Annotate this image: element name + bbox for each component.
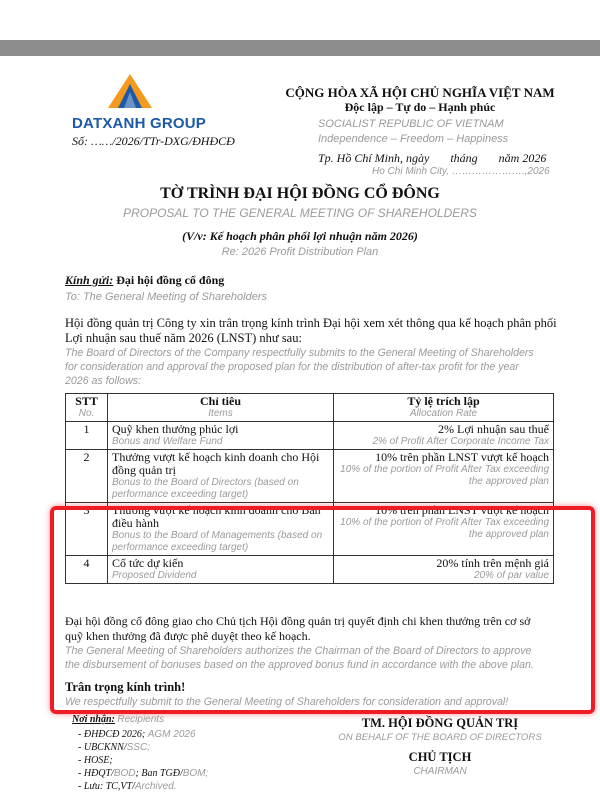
addressee-vi — [65, 273, 224, 288]
row-rate: 2% Lợi nhuận sau thuế 2% of Profit After Corporate Income Tax — [334, 422, 554, 450]
row-rate: 20% tính trên mệnh giá 20% of par value — [334, 556, 554, 584]
datxanh-logo-icon — [100, 74, 160, 112]
recipient-item: - HĐQT/BOD; Ban TGĐ/BOM; — [78, 768, 209, 779]
nation-vi: CỘNG HÒA XÃ HỘI CHỦ NGHĨA VIỆT NAM — [285, 85, 555, 100]
subject-vi: (V/v: Kế hoạch phân phối lợi nhuận năm 2026) — [182, 229, 418, 243]
title-en: PROPOSAL TO THE GENERAL MEETING OF SHAREHOLDERS — [123, 206, 477, 220]
closing-vi-line1: Đại hội đồng cổ đông giao cho Chủ tịch Hội đồng quản trị quyết định chi khen thưởng trên cơ sở — [65, 614, 531, 628]
submit-vi: Trân trọng kính trình! — [65, 680, 186, 694]
window-edge-band — [0, 40, 600, 56]
header-item: Chỉ tiêu Items — [108, 394, 334, 422]
closing-vi-line2: quỹ khen thưởng đã được phê duyệt theo kế hoạch. — [65, 629, 311, 643]
highlight-box — [50, 506, 595, 714]
row-no: 2 — [66, 450, 108, 503]
addressee-label: Kính gửi: — [65, 273, 114, 287]
row-no: 1 — [66, 422, 108, 450]
recipient-item: - ĐHĐCĐ 2026; AGM 2026 — [78, 729, 196, 740]
signature-title-vi: CHỦ TỊCH — [408, 750, 472, 764]
row-item: Thưởng vượt kế hoạch kinh doanh cho Ban điều hành Bonus to the Board of Managements (based on performance exceeding target) — [108, 503, 334, 556]
intro-vi-line1: Hội đồng quản trị Công ty xin trân trọng kính trình Đại hội xem xét thông qua kế hoạch phân phối — [65, 316, 557, 330]
date-vi: Tp. Hồ Chí Minh, ngày tháng năm 2026 — [318, 151, 547, 165]
row-no: 3 — [66, 503, 108, 556]
intro-vi-line2: Lợi nhuận sau thuế năm 2026 (LNST) như sau: — [65, 331, 302, 345]
recipient-item: - HOSE; — [78, 755, 113, 766]
row-item: Thưởng vượt kế hoạch kinh doanh cho Hội đồng quản trị Bonus to the Board of Directors (based on performance exceeding target) — [108, 450, 334, 503]
header-stt: STT No. — [66, 394, 108, 422]
row-item: Cổ tức dự kiến Proposed Dividend — [108, 556, 334, 584]
nation-en: SOCIALIST REPUBLIC OF VIETNAM — [318, 118, 504, 130]
intro-en-line2: for consideration and approval the proposed plan for the distribution of after-tax profit for the year — [65, 361, 519, 373]
intro-en-line3: 2026 as follows: — [65, 375, 141, 387]
closing-en-line1: The General Meeting of Shareholders authorizes the Chairman of the Board of Directors to approve — [65, 645, 532, 657]
row-rate: 10% trên phần LNST vượt kế hoạch 10% of the portion of Profit After Tax exceeding the approved plan — [334, 503, 554, 556]
recipient-item: - Lưu: TC,VT/Archived. — [78, 781, 177, 792]
table-header-row — [66, 394, 554, 422]
title-vi: TỜ TRÌNH ĐẠI HỘI ĐỒNG CỔ ĐÔNG — [160, 185, 440, 202]
addressee-value: Đại hội đồng cổ đông — [116, 273, 225, 287]
header-rate: Tỷ lệ trích lập Allocation Rate — [334, 394, 554, 422]
recipients-label: Nơi nhận: Recipients — [72, 714, 165, 725]
logo-text: DATXANH GROUP — [72, 115, 206, 132]
row-no: 4 — [66, 556, 108, 584]
top-margin — [0, 0, 600, 40]
subject-en: Re: 2026 Profit Distribution Plan — [221, 246, 379, 258]
motto-en: Independence – Freedom – Happiness — [318, 133, 509, 145]
closing-en-line2: the disbursement of bonuses based on the approved bonus fund in accordance with the above plan. — [65, 659, 534, 671]
motto-vi: Độc lập – Tự do – Hạnh phúc — [344, 100, 496, 114]
signature-on-behalf-vi: TM. HỘI ĐỒNG QUẢN TRỊ — [361, 716, 519, 730]
row-item: Quỹ khen thưởng phúc lợi Bonus and Welfare Fund — [108, 422, 334, 450]
intro-en-line1: The Board of Directors of the Company respectfully submits to the General Meeting of Shareholders — [65, 347, 534, 359]
document-number: Số: ……/2026/TTr-DXG/ĐHĐCĐ — [72, 134, 235, 148]
signature-title-en: CHAIRMAN — [413, 766, 467, 777]
signature-on-behalf-en: ON BEHALF OF THE BOARD OF DIRECTORS — [338, 732, 542, 743]
recipient-item: - UBCKNN/SSC; — [78, 742, 150, 753]
date-en: Ho Chi Minh City, ………………….,2026 — [372, 166, 550, 177]
table-row — [66, 450, 554, 503]
row-rate: 10% trên phần LNST vượt kế hoạch 10% of the portion of Profit After Tax exceeding the approved plan — [334, 450, 554, 503]
addressee-en: To: The General Meeting of Shareholders — [65, 291, 267, 303]
table-row — [66, 422, 554, 450]
submit-en: We respectfully submit to the General Meeting of Shareholders for consideration and approval! — [65, 696, 509, 708]
